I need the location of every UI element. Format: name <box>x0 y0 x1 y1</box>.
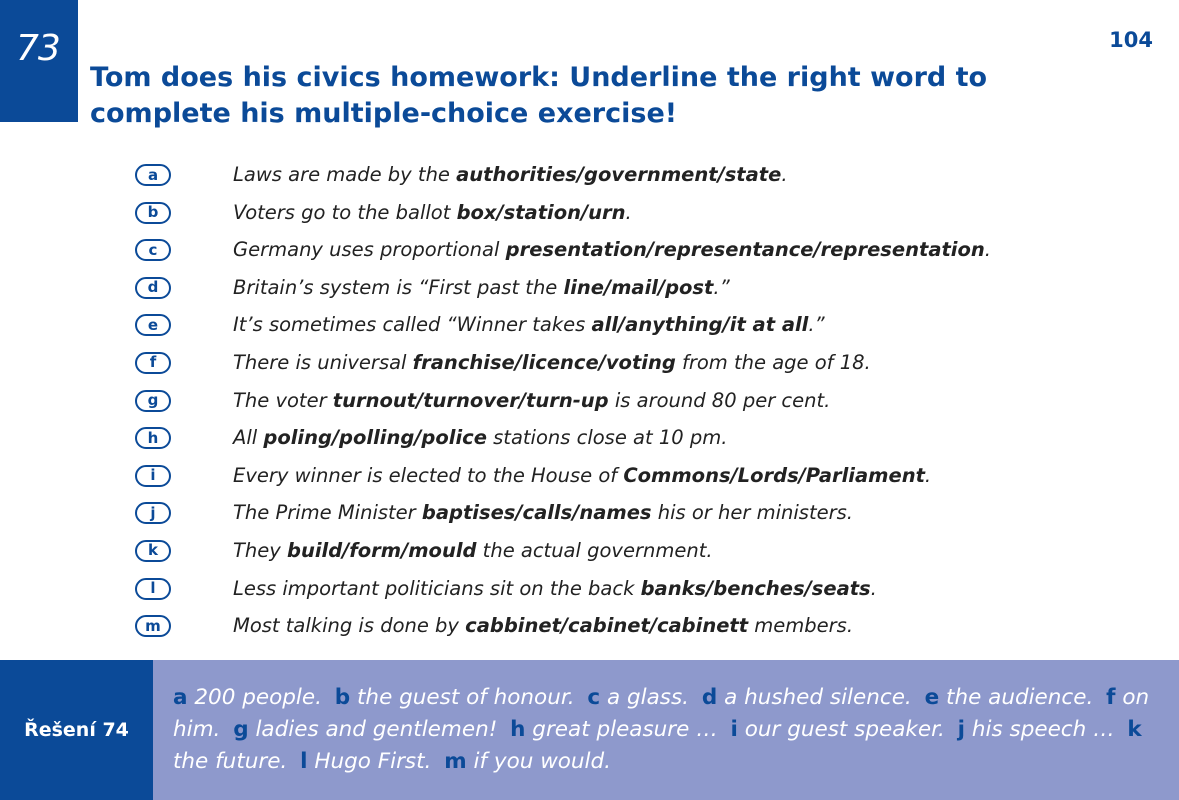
sentence-before: There is universal <box>233 350 413 374</box>
answer-letter: b <box>334 685 351 710</box>
exercise-item <box>0 233 1179 271</box>
answer-text: ladies and gentlemen! <box>248 717 505 742</box>
exercise-item <box>0 196 1179 234</box>
item-letter-badge: k <box>135 540 171 562</box>
item-letter-badge: e <box>135 314 171 336</box>
item-sentence <box>233 351 871 374</box>
exercise-item <box>0 459 1179 497</box>
sentence-after: the actual government. <box>476 538 713 562</box>
sentence-after: . <box>625 200 632 224</box>
sentence-before: Voters go to the ballot <box>233 200 457 224</box>
item-sentence <box>233 614 853 637</box>
item-sentence <box>233 313 825 336</box>
sentence-before: All <box>233 426 264 450</box>
item-sentence <box>233 464 931 487</box>
answer-text: our guest speaker. <box>737 717 952 742</box>
exercise-title: Tom does his civics homework: Underline the right word to complete his multiple-choice exercise! <box>90 62 988 129</box>
item-letter-badge: l <box>135 578 171 600</box>
answer-letter: g <box>233 717 249 742</box>
answer-text: on him. <box>173 685 1150 742</box>
sentence-before: Every winner is elected to the House of <box>233 463 624 487</box>
word-options[interactable]: Commons/Lords/Parliament <box>623 463 925 487</box>
sentence-after: .” <box>713 275 730 299</box>
item-sentence <box>233 539 713 562</box>
sentence-after: . <box>781 163 788 186</box>
exercise-item <box>0 572 1179 610</box>
sentence-after: . <box>984 238 991 262</box>
item-letter-badge: d <box>135 277 171 299</box>
exercise-number-box <box>0 0 78 122</box>
answer-text: great pleasure … <box>525 717 725 742</box>
sentence-before: Britain’s system is “First past the <box>233 275 564 299</box>
solution-panel <box>0 660 1179 800</box>
exercise-item <box>0 346 1179 384</box>
sentence-before: Germany uses proportional <box>233 238 506 262</box>
sentence-before: Most talking is done by <box>233 614 466 638</box>
answer-text: if you would. <box>466 749 612 774</box>
word-options[interactable]: poling/polling/police <box>263 426 487 450</box>
answer-letter: k <box>1127 717 1142 742</box>
sentence-after: .” <box>808 313 825 337</box>
sentence-before: The voter <box>233 388 333 412</box>
sentence-before: The Prime Minister <box>233 501 422 525</box>
item-letter-badge: h <box>135 427 171 449</box>
solution-answers <box>173 682 1163 778</box>
sentence-after: is around 80 per cent. <box>608 388 831 412</box>
answer-text: 200 people. <box>187 685 329 710</box>
sentence-before: They <box>233 538 288 562</box>
answer-letter: j <box>957 717 966 742</box>
exercise-item <box>0 158 1179 196</box>
word-options[interactable]: all/anything/it at all <box>591 313 809 337</box>
item-sentence <box>233 276 730 299</box>
exercise-item <box>0 384 1179 422</box>
item-sentence <box>233 389 830 412</box>
answer-letter: f <box>1106 685 1116 710</box>
answer-letter: i <box>730 717 738 742</box>
exercise-items <box>0 158 1179 647</box>
item-letter-badge: a <box>135 164 171 186</box>
sentence-after: members. <box>748 614 854 638</box>
sentence-after: from the age of 18. <box>675 350 871 374</box>
exercise-item <box>0 421 1179 459</box>
item-letter-badge: c <box>135 239 171 261</box>
answer-letter: m <box>444 749 467 774</box>
exercise-item <box>0 534 1179 572</box>
item-sentence <box>233 238 991 261</box>
answer-text: the audience. <box>939 685 1101 710</box>
answer-letter: h <box>510 717 526 742</box>
sentence-after: stations close at 10 pm. <box>486 426 728 450</box>
item-letter-badge: j <box>135 502 171 524</box>
exercise-item <box>0 496 1179 534</box>
word-options[interactable]: cabbinet/cabinet/cabinett <box>465 614 749 638</box>
answer-text: a hushed silence. <box>717 685 919 710</box>
sentence-after: . <box>870 576 877 600</box>
sentence-before: Less important politicians sit on the back <box>233 576 641 600</box>
word-options[interactable]: build/form/mould <box>287 538 477 562</box>
item-letter-badge: f <box>135 352 171 374</box>
answer-text: Hugo First. <box>307 749 439 774</box>
sentence-after: his or her ministers. <box>651 501 853 525</box>
exercise-item <box>0 609 1179 647</box>
item-letter-badge: m <box>135 615 171 637</box>
solution-label: Řešení 74 <box>0 660 153 800</box>
item-sentence <box>233 501 853 524</box>
item-letter-badge: b <box>135 202 171 224</box>
sentence-after: . <box>924 463 932 487</box>
item-sentence <box>233 201 632 224</box>
page-number: 104 <box>1109 28 1153 52</box>
exercise-item <box>0 271 1179 309</box>
item-sentence <box>233 426 727 449</box>
exercise-number: 73 <box>16 28 60 69</box>
word-options[interactable]: box/station/urn <box>456 200 626 224</box>
word-options[interactable]: franchise/licence/voting <box>412 350 676 374</box>
item-sentence <box>233 577 877 600</box>
exercise-item <box>0 308 1179 346</box>
answer-letter: a <box>173 685 188 710</box>
word-options[interactable]: banks/benches/seats <box>640 576 871 600</box>
sentence-before: Laws are made by the <box>233 163 457 186</box>
word-options[interactable]: presentation/representance/representation <box>505 238 985 262</box>
answer-text: the future. <box>173 749 295 774</box>
item-letter-badge: g <box>135 390 171 412</box>
answer-letter: d <box>701 685 718 710</box>
word-options[interactable]: turnout/turnover/turn-up <box>332 388 609 412</box>
item-letter-badge: i <box>135 465 171 487</box>
answer-letter: l <box>300 749 308 774</box>
item-sentence <box>233 163 788 186</box>
sentence-before: It’s sometimes called “Winner takes <box>233 313 592 337</box>
answer-text: a glass. <box>600 685 696 710</box>
answer-letter: c <box>587 685 601 710</box>
word-options[interactable]: authorities/government/state <box>456 163 782 186</box>
answer-text: the guest of honour. <box>350 685 582 710</box>
answer-letter: e <box>924 685 940 710</box>
word-options[interactable]: baptises/calls/names <box>421 501 652 525</box>
word-options[interactable]: line/mail/post <box>563 275 714 299</box>
answer-text: his speech … <box>965 717 1122 742</box>
